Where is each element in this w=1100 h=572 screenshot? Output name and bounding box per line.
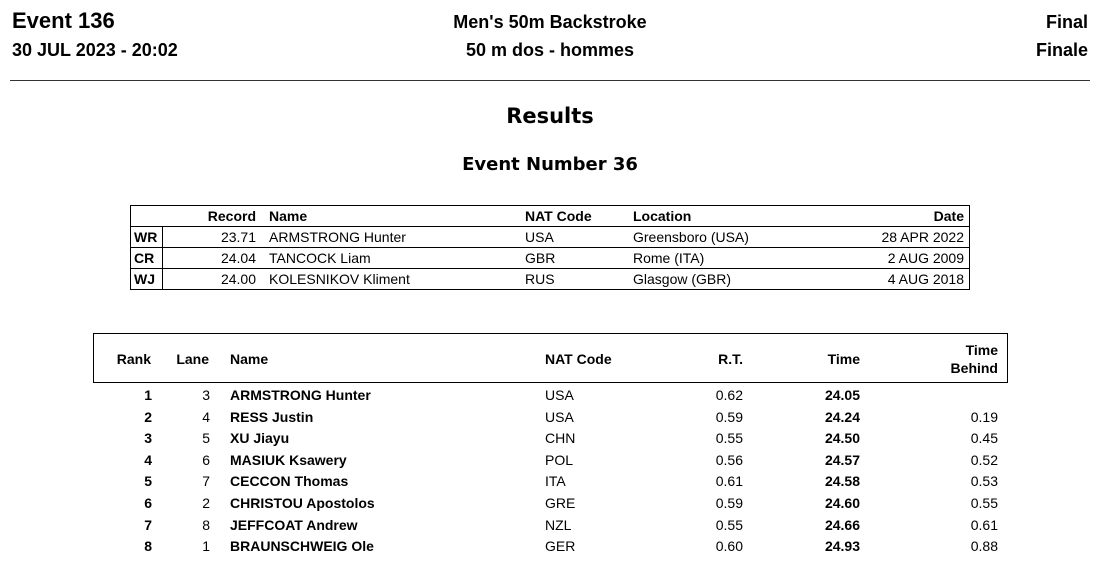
result-nat: NZL <box>545 517 572 533</box>
result-reaction-time: 0.56 <box>715 452 743 468</box>
record-code: CR <box>134 250 155 266</box>
record-holder: KOLESNIKOV Kliment <box>269 271 410 287</box>
page-title: Results <box>506 104 594 128</box>
result-rank: 4 <box>144 452 152 468</box>
result-time-behind: 0.52 <box>970 452 998 468</box>
result-row-3 <box>0 427 1100 449</box>
result-nat: CHN <box>545 430 576 446</box>
result-lane: 6 <box>202 452 210 468</box>
record-location: Glasgow (GBR) <box>633 271 732 287</box>
result-rank: 3 <box>144 430 152 446</box>
result-time: 24.66 <box>824 517 860 533</box>
record-date: 2 AUG 2009 <box>887 250 964 266</box>
result-name: XU Jiayu <box>230 430 290 446</box>
records-header-row <box>131 206 969 227</box>
results-col-behind-line1: Time <box>965 342 998 358</box>
result-name: RESS Justin <box>230 409 314 425</box>
event-date-time: 30 JUL 2023 - 20:02 <box>12 40 178 60</box>
result-reaction-time: 0.62 <box>715 387 743 403</box>
result-name: JEFFCOAT Andrew <box>230 517 358 533</box>
record-value: 24.00 <box>220 271 256 287</box>
record-location: Rome (ITA) <box>633 250 705 266</box>
result-nat: GER <box>545 538 576 554</box>
event-number: Event Number 36 <box>462 154 638 175</box>
records-col-date: Date <box>933 208 964 224</box>
result-row-6 <box>0 492 1100 514</box>
records-col-record: Record <box>207 208 256 224</box>
result-time: 24.24 <box>824 409 860 425</box>
record-date: 4 AUG 2018 <box>887 271 964 287</box>
result-time-behind: 0.45 <box>970 430 998 446</box>
record-date: 28 APR 2022 <box>881 229 964 245</box>
result-lane: 4 <box>202 409 210 425</box>
record-nat: USA <box>525 229 554 245</box>
records-col-location: Location <box>633 208 692 224</box>
result-nat: POL <box>545 452 574 468</box>
result-row-2 <box>0 406 1100 428</box>
record-value: 23.71 <box>220 229 256 245</box>
result-time-behind: 0.88 <box>970 538 998 554</box>
record-location: Greensboro (USA) <box>633 229 749 245</box>
result-nat: USA <box>545 409 574 425</box>
records-table <box>130 205 970 290</box>
result-reaction-time: 0.55 <box>715 517 743 533</box>
result-lane: 1 <box>202 538 210 554</box>
record-nat: GBR <box>525 250 556 266</box>
results-col-name: Name <box>230 351 269 367</box>
record-value: 24.04 <box>220 250 256 266</box>
result-time-behind: 0.53 <box>970 473 998 489</box>
result-row-5 <box>0 470 1100 492</box>
result-time-behind: 0.19 <box>970 409 998 425</box>
result-time-behind: 0.55 <box>970 495 998 511</box>
result-time: 24.57 <box>824 452 860 468</box>
result-rank: 8 <box>144 538 152 554</box>
result-reaction-time: 0.60 <box>715 538 743 554</box>
result-rank: 1 <box>144 387 152 403</box>
result-reaction-time: 0.59 <box>715 495 743 511</box>
result-row-8 <box>0 535 1100 557</box>
result-name: ARMSTRONG Hunter <box>230 387 371 403</box>
result-lane: 3 <box>202 387 210 403</box>
results-col-behind-line2: Behind <box>950 360 998 376</box>
results-col-rt: R.T. <box>718 351 743 367</box>
result-rank: 2 <box>144 409 152 425</box>
result-nat: GRE <box>545 495 576 511</box>
record-nat: RUS <box>525 271 555 287</box>
result-nat: ITA <box>545 473 566 489</box>
results-col-nat: NAT Code <box>545 351 612 367</box>
event-name-french: 50 m dos - hommes <box>465 40 635 60</box>
event-name-english: Men's 50m Backstroke <box>453 12 647 32</box>
round-french: Finale <box>1035 40 1088 60</box>
results-col-lane: Lane <box>176 351 209 367</box>
results-col-time: Time <box>827 351 860 367</box>
round-english: Final <box>1045 12 1088 32</box>
result-time-behind: 0.61 <box>970 517 998 533</box>
record-code: WR <box>134 229 158 245</box>
result-name: CHRISTOU Apostolos <box>230 495 375 511</box>
record-holder: TANCOCK Liam <box>269 250 371 266</box>
result-lane: 8 <box>202 517 210 533</box>
records-row-wj <box>131 268 969 290</box>
result-name: BRAUNSCHWEIG Ole <box>230 538 374 554</box>
event-label: Event 136 <box>12 8 115 33</box>
result-time: 24.58 <box>824 473 860 489</box>
result-rank: 5 <box>144 473 152 489</box>
records-row-cr <box>131 247 969 269</box>
result-row-4 <box>0 449 1100 471</box>
result-time: 24.60 <box>824 495 860 511</box>
records-col-nat: NAT Code <box>525 208 592 224</box>
record-holder: ARMSTRONG Hunter <box>269 229 406 245</box>
result-reaction-time: 0.61 <box>715 473 743 489</box>
record-code: WJ <box>134 271 155 287</box>
result-row-7 <box>0 514 1100 536</box>
result-name: CECCON Thomas <box>230 473 349 489</box>
result-row-1 <box>0 384 1100 406</box>
result-time: 24.50 <box>824 430 860 446</box>
result-name: MASIUK Ksawery <box>230 452 347 468</box>
result-time: 24.93 <box>824 538 860 554</box>
records-col-name: Name <box>269 208 308 224</box>
header-divider <box>10 80 1090 81</box>
result-lane: 2 <box>202 495 210 511</box>
result-rank: 6 <box>144 495 152 511</box>
result-reaction-time: 0.55 <box>715 430 743 446</box>
result-nat: USA <box>545 387 574 403</box>
records-row-wr <box>131 226 969 248</box>
result-rank: 7 <box>144 517 152 533</box>
result-lane: 7 <box>202 473 210 489</box>
result-time: 24.05 <box>824 387 860 403</box>
result-lane: 5 <box>202 430 210 446</box>
results-col-rank: Rank <box>116 351 151 367</box>
result-reaction-time: 0.59 <box>715 409 743 425</box>
